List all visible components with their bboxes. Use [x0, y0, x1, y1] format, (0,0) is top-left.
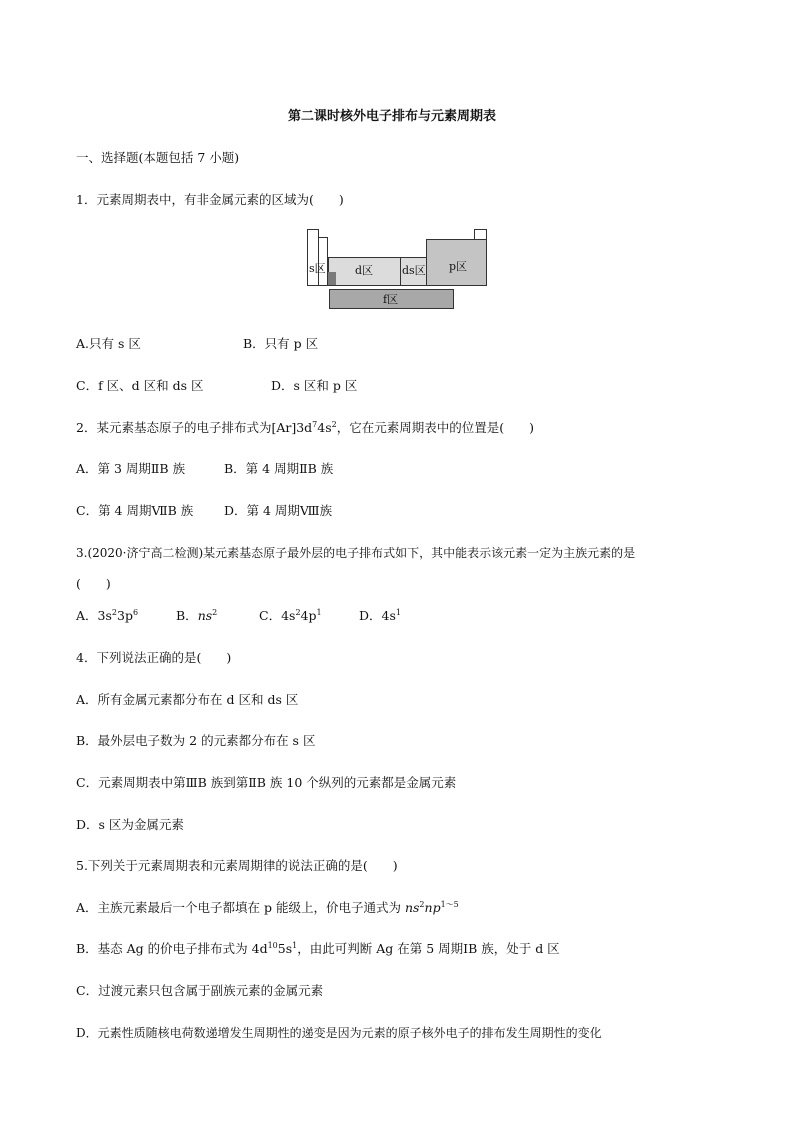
d-block-label: d区: [355, 264, 374, 277]
q5-stem: 5.下列关于元素周期表和元素周期律的说法正确的是( ): [76, 858, 398, 873]
q1-stem: 1．元素周期表中，有非金属元素的区域为( ): [76, 192, 344, 207]
q2-stem: 2．某元素基态原子的电子排布式为$[Ar]3d^74s^2$，它在元素周期表中的位置是( ): [76, 420, 534, 435]
p-block-top-cell: [474, 229, 487, 240]
q5-option-b: B．基态 Ag 的价电子排布式为 $4d^{10}5s^1$，由此可判断 Ag 在第 5 周期ⅠB 族，处于 d 区: [76, 941, 560, 956]
q2-option-c: C．第 4 周期ⅦB 族: [76, 503, 194, 518]
q3-option-b: B．$ns^2$: [176, 608, 218, 623]
q5-option-c: C．过渡元素只包含属于副族元素的金属元素: [76, 983, 324, 998]
q4-option-d: D．s 区为金属元素: [76, 817, 184, 832]
q2-option-a: A．第 3 周期ⅡB 族: [76, 461, 186, 476]
q4-stem: 4．下列说法正确的是( ): [76, 650, 232, 665]
q2-option-d: D．第 4 周期Ⅷ族: [224, 503, 333, 518]
ds-block-label: ds区: [402, 264, 426, 277]
q5-option-a: A．主族元素最后一个电子都填在 p 能级上，价电子通式为 $ns^2np^{1\sim 5}$: [76, 900, 459, 915]
q2-option-b: B．第 4 周期ⅡB 族: [224, 461, 334, 476]
q1-option-c: C．f 区、d 区和 ds 区: [76, 378, 204, 393]
q3-option-c: C．$4s^24p^1$: [259, 608, 322, 623]
f-block-label: f区: [383, 293, 399, 306]
q5-option-d: D．元素性质随核电荷数递增发生周期性的递变是因为元素的原子核外电子的排布发生周期性的变化: [76, 1026, 602, 1040]
section-heading: 一、选择题(本题包括 7 小题): [76, 150, 240, 165]
q1-option-a: A.只有 s 区: [76, 336, 141, 351]
lanthanide-marker: [328, 272, 336, 285]
q1-option-d: D．s 区和 p 区: [271, 378, 358, 393]
q1-option-b: B．只有 p 区: [243, 336, 319, 351]
q3-stem: 3.(2020·济宁高二检测)某元素基态原子最外层的电子排布式如下，其中能表示该元素一定为主族元素的是: [76, 546, 636, 560]
q3-paren: ( ): [76, 576, 111, 591]
page-title: 第二课时核外电子排布与元素周期表: [288, 109, 497, 124]
q4-option-a: A．所有金属元素都分布在 d 区和 ds 区: [76, 692, 299, 707]
p-block-label: p区: [449, 260, 468, 273]
q3-option-a: A．$3s^23p^6$: [76, 608, 139, 623]
q4-option-b: B．最外层电子数为 2 的元素都分布在 s 区: [76, 733, 316, 748]
q3-option-d: D．$4s^1$: [359, 608, 401, 623]
s-block-label: s区: [309, 262, 326, 275]
q4-option-c: C．元素周期表中第ⅢB 族到第ⅡB 族 10 个纵列的元素都是金属元素: [76, 775, 457, 790]
